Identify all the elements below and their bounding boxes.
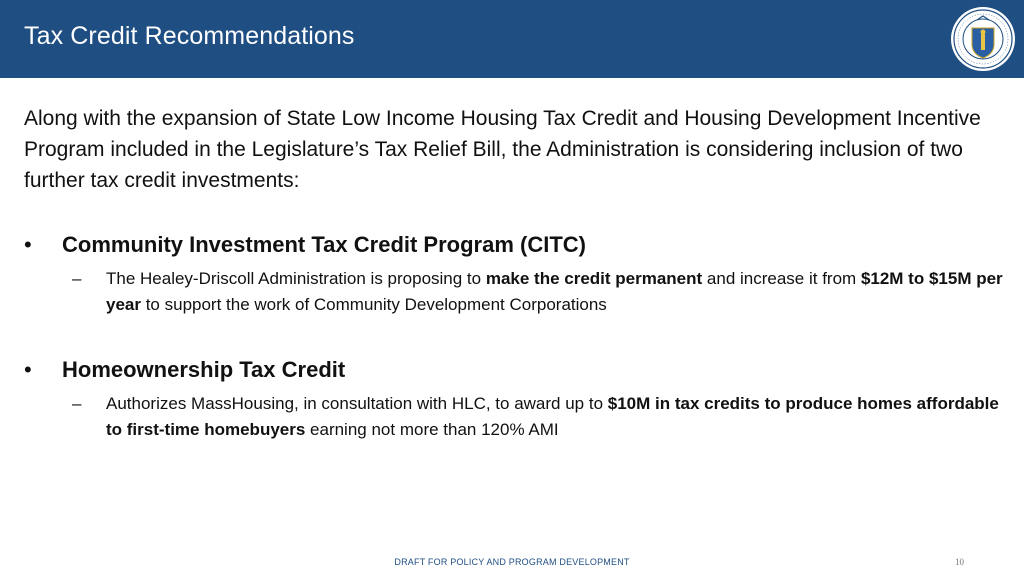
text-segment: The Healey-Driscoll Administration is proposing to xyxy=(106,269,486,288)
slide-header xyxy=(0,0,1024,78)
text-segment: and increase it from xyxy=(702,269,861,288)
sub-bullet-text-citc xyxy=(106,266,1006,318)
text-segment: Authorizes MassHousing, in consultation with HLC, to award up to xyxy=(106,394,608,413)
bullet-marker: • xyxy=(24,232,32,257)
page-number: 10 xyxy=(955,557,964,567)
slide-title: Tax Credit Recommendations xyxy=(24,22,355,50)
bullet-heading-citc: Community Investment Tax Credit Program (CITC) xyxy=(62,232,586,257)
sub-bullet-text-homeownership xyxy=(106,391,1006,443)
bullet-heading-homeownership: Homeownership Tax Credit xyxy=(62,357,346,382)
text-segment: to support the work of Community Development Corporations xyxy=(140,295,607,314)
bold-segment: $12M to $15M per year xyxy=(106,269,1003,314)
intro-paragraph: Along with the expansion of State Low Income Housing Tax Credit and Housing Development Incentive Program included in the Legislature’s Tax Relief Bill, the Administration is considering inclusion of two further tax credit investments: xyxy=(24,107,981,192)
bold-segment: $10M in tax credits to produce homes affordable to first-time homebuyers xyxy=(106,394,999,439)
bold-segment: make the credit permanent xyxy=(485,269,703,288)
draft-label: DRAFT FOR POLICY AND PROGRAM DEVELOPMENT xyxy=(394,557,630,567)
bullet-marker: • xyxy=(24,357,32,382)
sub-bullet-marker: – xyxy=(72,394,82,413)
sub-bullet-marker: – xyxy=(72,269,82,288)
massachusetts-seal-icon xyxy=(950,6,1016,72)
text-segment: earning not more than 120% AMI xyxy=(305,420,559,439)
